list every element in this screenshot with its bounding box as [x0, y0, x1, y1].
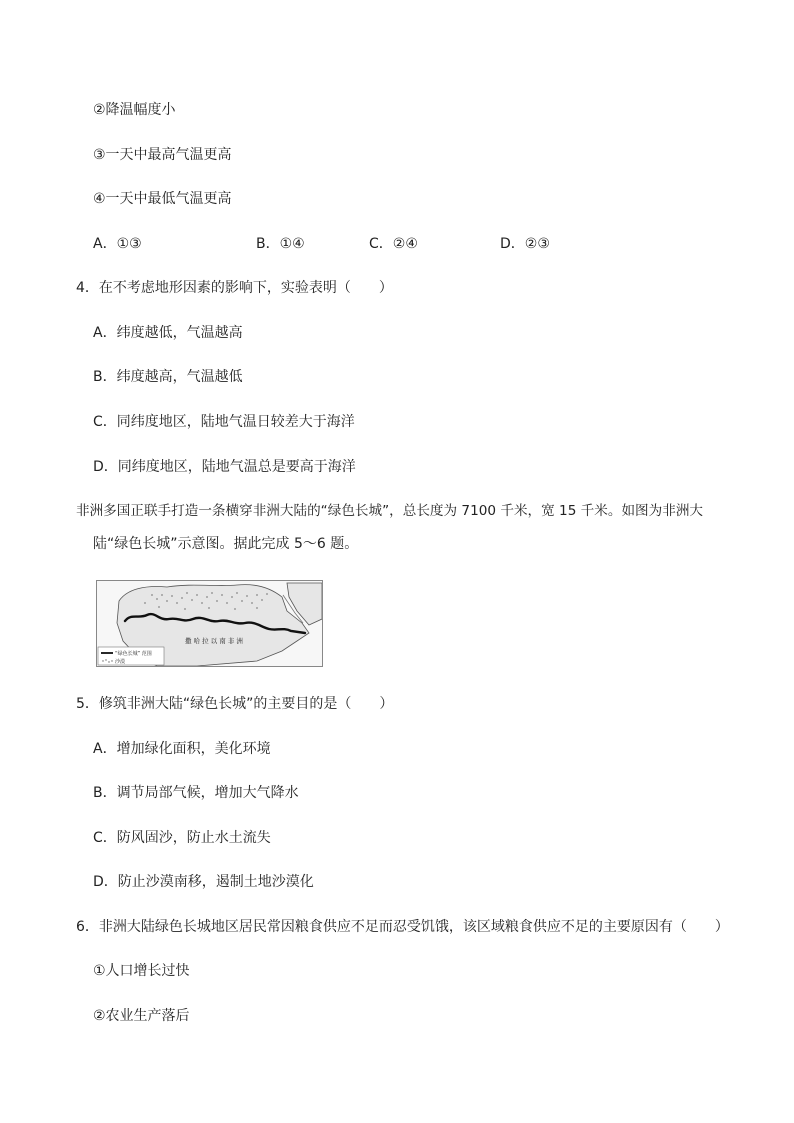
legend-sand-label: 沙漠: [115, 659, 126, 665]
q3-statement-3: ③一天中最高气温更高: [93, 147, 232, 163]
q3-statement-2: ②降温幅度小: [93, 102, 176, 118]
region-label: 撒 哈 拉 以 南 非 洲: [185, 637, 243, 645]
q5-option-a: A．增加绿化面积，美化环境: [93, 741, 271, 757]
passage-line-2: 陆“绿色长城”示意图。据此完成 5～6 题。: [93, 536, 359, 552]
q4-option-a: A．纬度越低，气温越高: [93, 325, 243, 341]
q3-options: [93, 234, 653, 254]
africa-map-svg: [97, 581, 322, 666]
q4-stem: 4．在不考虑地形因素的影响下，实验表明（ ）: [76, 280, 393, 296]
q4-option-c: C．同纬度地区，陆地气温日较差大于海洋: [93, 414, 355, 430]
green-wall-map: [96, 580, 323, 667]
q5-option-c: C．防风固沙，防止水土流失: [93, 830, 271, 846]
q3-option-b: B．①④: [256, 236, 305, 252]
legend-wall-label: “绿色长城” 范围: [115, 651, 152, 657]
q6-statement-2: ②农业生产落后: [93, 1008, 190, 1024]
q4-option-d: D．同纬度地区，陆地气温总是要高于海洋: [93, 459, 356, 475]
passage-line-1: 非洲多国正联手打造一条横穿非洲大陆的“绿色长城”，总长度为 7100 千米，宽 15 千米。如图为非洲大: [76, 503, 704, 519]
q4-option-b: B．纬度越高，气温越低: [93, 369, 243, 385]
q5-option-b: B．调节局部气候，增加大气降水: [93, 785, 299, 801]
q3-statement-4: ④一天中最低气温更高: [93, 191, 232, 207]
q3-option-c: C．②④: [369, 236, 418, 252]
q3-option-d: D．②③: [500, 236, 550, 252]
q5-stem: 5．修筑非洲大陆“绿色长城”的主要目的是（ ）: [76, 696, 394, 712]
q6-statement-1: ①人口增长过快: [93, 963, 190, 979]
q6-stem: 6．非洲大陆绿色长城地区居民常因粮食供应不足而忍受饥饿，该区域粮食供应不足的主要原因有（ ）: [76, 919, 729, 935]
q3-option-a: A．①③: [93, 236, 142, 252]
q5-option-d: D．防止沙漠南移，遏制土地沙漠化: [93, 874, 314, 890]
